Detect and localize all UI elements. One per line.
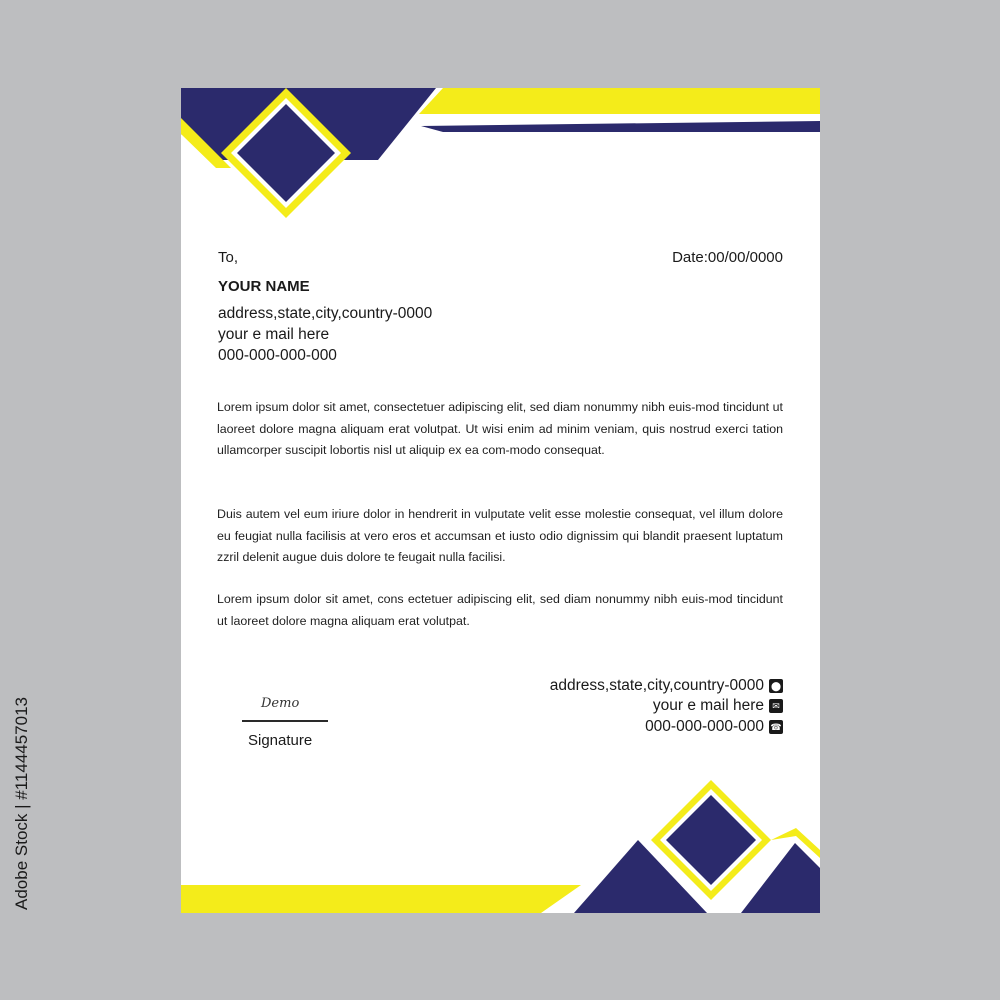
bottom-left-yellow-bar — [181, 885, 581, 913]
top-right-navy-bar — [421, 121, 820, 132]
phone-icon: ☎ — [770, 722, 782, 732]
footer-email: your e mail here — [652, 697, 764, 714]
letterhead-page — [181, 88, 820, 913]
footer-phone: 000-000-000-000 — [645, 718, 764, 735]
mail-icon: ✉ — [769, 699, 783, 713]
letterhead-decoration — [181, 88, 820, 913]
bottom-diamond-inner — [666, 795, 756, 885]
body-paragraph: Duis autem vel eum iriure dolor in hendrerit in vulputate velit esse molestie consequat, vel illum dolore eu feugiat nulla facilisis at vero eros et accumsan et iusto odio dignissim qui blandit praesent luptatum zzril delenit augue duis dolore te feugait nulla facilisi. — [217, 507, 783, 565]
sender-email: your e mail here — [218, 326, 330, 343]
recipient-label: To, — [218, 249, 239, 266]
body-paragraph: Lorem ipsum dolor sit amet, cons ectetuer adipiscing elit, sed diam nonummy nibh euis-mod tincidunt ut laoreet dolore magna aliquam erat volutpat. — [217, 592, 783, 628]
sender-phone: 000-000-000-000 — [218, 347, 337, 364]
footer-address-row — [550, 677, 783, 695]
footer-address: address,state,city,country-0000 — [549, 677, 764, 694]
body-paragraph: Lorem ipsum dolor sit amet, consectetuer adipiscing elit, sed diam nonummy nibh euis-mod tincidunt ut laoreet dolore magna aliquam erat volutpat. Ut wisi enim ad minim veniam, quis nostrud exerci tation ullamcorper suscipit lobortis nisl ut aliquip ex ea com-modo consequat. — [217, 400, 783, 458]
signature-line — [242, 720, 328, 722]
location-icon: ⬤ — [770, 681, 782, 691]
footer-phone-row — [645, 718, 783, 736]
signature-script: Demo — [261, 696, 300, 711]
stock-id-watermark: Adobe Stock | #1144457013 — [12, 697, 31, 910]
top-right-yellow-bar — [419, 88, 820, 114]
footer-email-row — [653, 697, 783, 715]
sender-address: address,state,city,country-0000 — [218, 305, 433, 322]
letter-date: Date:00/00/0000 — [672, 249, 783, 266]
signature-label: Signature — [248, 732, 313, 749]
sender-name: YOUR NAME — [218, 278, 310, 295]
